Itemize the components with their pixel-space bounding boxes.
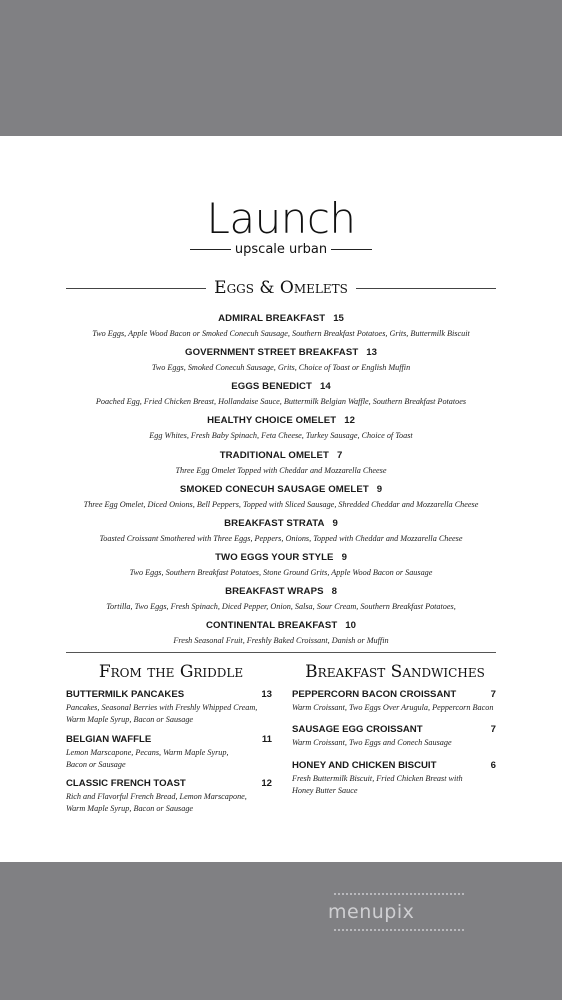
item-name: SAUSAGE EGG CROISSANT [292,724,423,735]
item-description-line: Rich and Flavorful French Bread, Lemon Marscapone, [66,792,247,801]
menu-item [0,445,562,475]
top-gray-band [0,0,562,136]
item-price: 9 [376,484,383,495]
item-name: BREAKFAST STRATA [224,518,325,529]
item-price: 13 [261,689,272,700]
item-price: 9 [341,552,347,563]
item-description: Three Egg Omelet Topped with Cheddar and Mozzarella Cheese [175,466,387,475]
item-description: Three Egg Omelet, Diced Onions, Bell Peppers, Topped with Sliced Sausage, Shredded Cheddar and Mozzarella Cheese [83,500,479,509]
item-description: Toasted Croissant Smothered with Three Eggs, Peppers, Onions, Topped with Cheddar and Mozzarella Cheese [99,534,463,543]
item-name: EGGS BENEDICT [231,381,313,392]
item-price: 7 [490,689,496,700]
item-description [66,747,272,771]
item-name: BELGIAN WAFFLE [66,734,152,745]
item-price: 9 [332,518,338,529]
item-name: TRADITIONAL OMELET [219,450,329,461]
menu-item [0,342,562,372]
item-description [292,737,496,749]
menu-item [66,689,272,726]
item-price: 10 [345,620,356,631]
item-name: PEPPERCORN BACON CROISSANT [292,689,457,700]
item-name: CLASSIC FRENCH TOAST [66,778,186,789]
item-description [292,702,496,714]
menu-item [0,410,562,440]
item-description-line: Bacon or Sausage [66,760,126,769]
heading-rule-right [356,288,496,289]
item-description-line: Warm Maple Syrup, Bacon or Sausage [66,715,194,724]
sandwiches-section-heading [290,662,500,682]
item-description: Two Eggs, Smoked Conecuh Sausage, Grits, Choice of Toast or English Muffin [151,363,411,372]
item-name: TWO EGGS YOUR STYLE [215,552,334,563]
item-description: Fresh Seasonal Fruit, Freshly Baked Croissant, Danish or Muffin [173,636,389,645]
item-description: Tortilla, Two Eggs, Fresh Spinach, Diced Pepper, Onion, Salsa, Sour Cream, Southern Breakfast Potatoes, [106,602,456,611]
menu-item [0,513,562,543]
item-description [292,773,496,797]
watermark-text: menupix [328,901,415,923]
item-description: Poached Egg, Fried Chicken Breast, Hollandaise Sauce, Buttermilk Belgian Waffle, Southern Breakfast Potatoes [95,397,467,406]
item-price: 7 [490,724,496,735]
menu-item [0,376,562,406]
item-name: BREAKFAST WRAPS [225,586,324,597]
menu-item [0,581,562,611]
logo-subtitle-text: upscale urban [234,242,328,257]
item-name: HEALTHY CHOICE OMELET [207,415,337,426]
heading-rule-left [66,288,206,289]
item-name: GOVERNMENT STREET BREAKFAST [185,347,359,358]
item-description: Egg Whites, Fresh Baby Spinach, Feta Cheese, Turkey Sausage, Choice of Toast [149,431,413,440]
menu-item [0,479,562,509]
item-price: 14 [320,381,331,392]
item-price: 12 [344,415,355,426]
menu-item [0,547,562,577]
item-name: ADMIRAL BREAKFAST [218,313,326,324]
item-name: CONTINENTAL BREAKFAST [206,620,338,631]
sandwiches-heading-text: Breakfast Sandwiches [305,662,485,682]
item-description-line: Pancakes, Seasonal Berries with Freshly Whipped Cream, [66,703,258,712]
item-description-line: Fresh Buttermilk Biscuit, Fried Chicken Breast with [292,774,463,783]
item-name: BUTTERMILK PANCAKES [66,689,185,700]
item-description-line: Warm Maple Syrup, Bacon or Sausage [66,804,194,813]
menu-item [292,689,496,714]
item-price: 15 [333,313,344,324]
item-description-line: Warm Croissant, Two Eggs and Conech Sausage [292,738,452,747]
menu-item [292,724,496,749]
item-description-line: Honey Butter Sauce [292,786,358,795]
logo-rule-right [331,249,372,250]
menupix-watermark [328,893,488,933]
menu-item [0,308,562,338]
item-price: 12 [261,778,272,789]
item-name: SMOKED CONECUH SAUSAGE OMELET [179,484,369,495]
logo-title: Launch [206,194,356,243]
item-description [66,702,272,726]
menu-item [0,615,562,645]
item-description: Two Eggs, Southern Breakfast Potatoes, Stone Ground Grits, Apple Wood Bacon or Sausage [129,568,433,577]
item-price: 8 [331,586,337,597]
logo-rule-left [190,249,231,250]
griddle-section-heading [66,662,276,682]
item-description-line: Warm Croissant, Two Eggs Over Arugula, Peppercorn Bacon [292,703,494,712]
item-price: 7 [336,450,343,461]
eggs-heading-text: Eggs & Omelets [214,278,348,298]
logo-subtitle [190,242,372,257]
menu-page [0,136,562,862]
section-divider [66,652,496,653]
item-description [66,791,272,815]
eggs-section-heading [66,278,496,298]
item-description: Two Eggs, Apple Wood Bacon or Smoked Conecuh Sausage, Southern Breakfast Potatoes, Grits, Buttermilk Biscuit [92,329,470,338]
watermark-dots-top [334,893,464,895]
menu-item [292,760,496,797]
griddle-heading-text: From the Griddle [98,662,244,682]
item-price: 13 [366,347,377,358]
menu-item [66,734,272,771]
watermark-dots-bottom [334,929,464,931]
item-name: HONEY AND CHICKEN BISCUIT [292,760,437,771]
menu-item [66,778,272,815]
item-description-line: Lemon Marscapone, Pecans, Warm Maple Syrup, [66,748,229,757]
item-price: 6 [490,760,496,771]
item-price: 11 [261,734,272,745]
